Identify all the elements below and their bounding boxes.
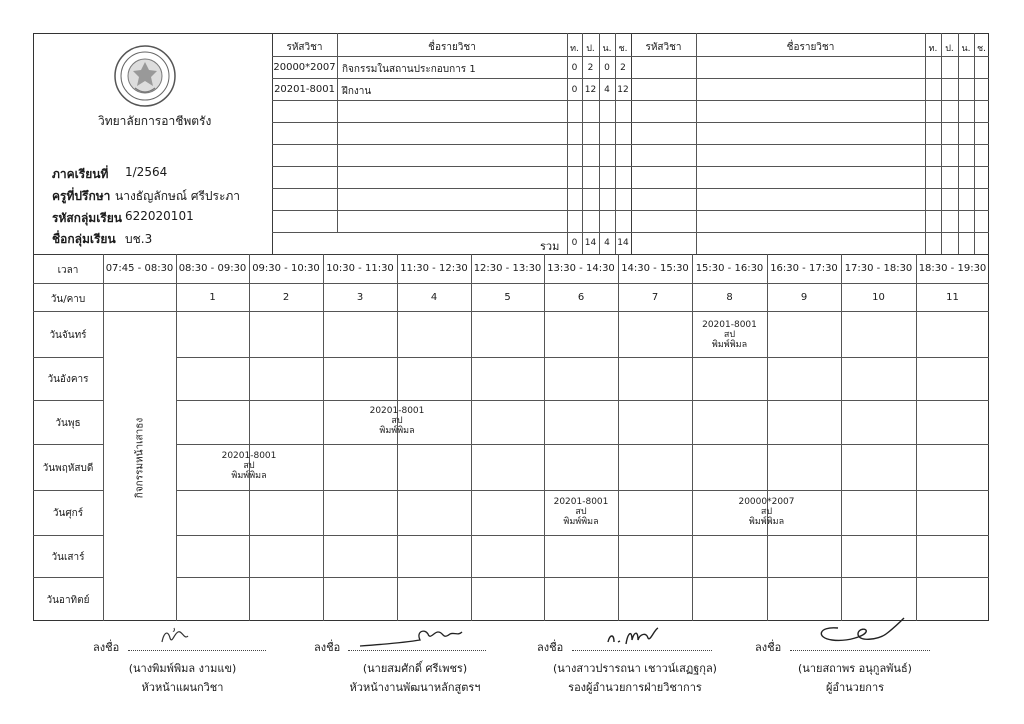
header-t-2: ท.	[928, 44, 938, 54]
period-number: 9	[800, 292, 808, 303]
subject-code: 20201-8001	[274, 84, 335, 95]
day-monday: วันจันทร์	[49, 330, 87, 341]
entry-code: 20201-8001	[369, 406, 425, 416]
day-sunday: วันอาทิตย์	[46, 595, 90, 606]
signatory-title: ผู้อำนวยการ	[825, 681, 885, 694]
group-code-label: รหัสกลุ่มเรียน	[52, 211, 122, 225]
header-code-2: รหัสวิชา	[645, 42, 682, 53]
day-wednesday: วันพุธ	[55, 418, 81, 429]
schedule-entry-friday	[544, 497, 618, 527]
handwritten-signature	[604, 624, 664, 654]
subject-p: 12	[584, 85, 597, 95]
entry-room: สป	[760, 507, 773, 517]
header-name-2: ชื่อรายวิชา	[786, 42, 835, 53]
semester-label: ภาคเรียนที่	[52, 167, 109, 181]
time-slot: 12:30 - 13:30	[473, 263, 542, 274]
entry-room: สป	[391, 416, 403, 426]
total-ch: 14	[617, 238, 629, 248]
period-number: 4	[430, 292, 438, 303]
header-ch: ช.	[618, 44, 628, 54]
entry-code: 20000*2007	[738, 497, 795, 507]
header-p: ป.	[586, 44, 595, 54]
subject-t: 0	[571, 85, 578, 95]
entry-teacher: พิมพ์พิมล	[231, 471, 267, 481]
signatory-name: (นายสมศักดิ์ ศรีเพชร)	[362, 662, 468, 675]
time-slot: 17:30 - 18:30	[844, 263, 913, 274]
day-saturday: วันเสาร์	[51, 552, 85, 563]
time-label: เวลา	[57, 265, 79, 276]
day-thursday: วันพฤหัสบดี	[42, 463, 94, 474]
entry-code: 20201-8001	[221, 451, 277, 461]
schedule-entry-friday-2	[729, 497, 804, 527]
time-slot: 09:30 - 10:30	[252, 263, 320, 274]
total-n: 4	[604, 238, 610, 248]
signature-prefix: ลงชื่อ	[93, 641, 120, 654]
entry-teacher: พิมพ์พิมล	[379, 426, 415, 436]
period-number: 1	[209, 292, 216, 303]
header-code: รหัสวิชา	[286, 42, 323, 53]
college-seal	[113, 44, 177, 108]
signature-line	[128, 650, 266, 651]
day-tuesday: วันอังคาร	[47, 374, 89, 385]
subject-t: 0	[571, 63, 578, 73]
signature-prefix: ลงชื่อ	[755, 641, 782, 654]
entry-room: สป	[575, 507, 587, 517]
group-name-value: บช.3	[125, 232, 153, 246]
time-slot: 07:45 - 08:30	[105, 263, 174, 274]
advisor-label: ครูที่ปรึกษา	[52, 189, 111, 203]
period-number: 2	[282, 292, 290, 303]
signatory-title: หัวหน้างานพัฒนาหลักสูตรฯ	[349, 681, 481, 694]
time-slot: 16:30 - 17:30	[770, 263, 838, 274]
schedule-entry-wednesday	[360, 406, 434, 436]
schedule-entry-monday	[692, 320, 767, 350]
header-name: ชื่อรายวิชา	[428, 42, 476, 53]
entry-code: 20201-8001	[553, 497, 609, 507]
total-p: 14	[584, 238, 597, 248]
period-label: วัน/คาบ	[50, 294, 86, 305]
header-n-2: น.	[961, 44, 971, 54]
group-code-value: 622020101	[125, 209, 194, 223]
period-number: 5	[504, 292, 511, 303]
subject-ch: 12	[617, 85, 629, 95]
group-name-label: ชื่อกลุ่มเรียน	[52, 232, 116, 246]
subject-ch: 2	[620, 63, 626, 73]
advisor-value: นางธัญลักษณ์ ศรีประภา	[115, 189, 241, 203]
signatory-name: (นางพิมพ์พิมล งามแข)	[128, 662, 237, 675]
time-slot: 11:30 - 12:30	[400, 263, 468, 274]
period-number: 3	[356, 292, 364, 303]
header-ch-2: ช.	[977, 44, 986, 54]
time-slot: 08:30 - 09:30	[178, 263, 247, 274]
subject-n: 4	[604, 85, 610, 95]
signature-prefix: ลงชื่อ	[537, 641, 564, 654]
period-number: 7	[651, 292, 659, 303]
time-slot: 15:30 - 16:30	[695, 263, 764, 274]
handwritten-signature	[158, 626, 192, 652]
school-name: วิทยาลัยการอาชีพตรัง	[98, 114, 212, 128]
time-slot: 14:30 - 15:30	[621, 263, 689, 274]
total-t: 0	[571, 238, 578, 248]
time-slot: 10:30 - 11:30	[326, 263, 394, 274]
period-number: 11	[946, 292, 959, 303]
signature-prefix: ลงชื่อ	[314, 641, 341, 654]
time-slot: 18:30 - 19:30	[918, 263, 987, 274]
subject-p: 2	[587, 63, 594, 73]
header-p-2: ป.	[945, 44, 954, 54]
entry-teacher: พิมพ์พิมล	[563, 517, 599, 527]
signatory-title: หัวหน้าแผนกวิชา	[141, 681, 224, 694]
entry-teacher: พิมพ์พิมล	[748, 517, 785, 527]
signatory-name: (นางสาวปรารถนา เชาวน์เสฏฐกุล)	[553, 662, 717, 675]
subject-code: 20000*2007	[273, 62, 336, 73]
schedule-entry-thursday	[212, 451, 286, 481]
entry-code: 20201-8001	[702, 320, 757, 330]
time-slot: 13:30 - 14:30	[547, 263, 615, 274]
period-number: 10	[872, 292, 885, 303]
signatory-title: รองผู้อำนวยการฝ่ายวิชาการ	[568, 681, 702, 694]
header-t: ท.	[570, 44, 579, 54]
subject-name: กิจกรรมในสถานประกอบการ 1	[342, 64, 476, 75]
entry-teacher: พิมพ์พิมล	[711, 340, 748, 350]
period-number: 6	[577, 292, 585, 303]
semester-value: 1/2564	[125, 165, 168, 179]
homeroom-activity-label: กิจกรรมหน้าเสาธง	[134, 417, 146, 499]
period-number: 8	[726, 292, 733, 303]
subject-n: 0	[604, 63, 610, 73]
entry-room: สป	[243, 461, 255, 471]
handwritten-signature	[358, 624, 468, 654]
subject-name: ฝึกงาน	[342, 86, 372, 97]
handwritten-signature	[808, 614, 908, 654]
total-label: รวม	[540, 240, 560, 253]
signatory-name: (นายสถาพร อนุกูลพันธ์)	[798, 662, 912, 675]
entry-room: สป	[723, 330, 736, 340]
header-n: น.	[602, 44, 612, 54]
day-friday: วันศุกร์	[52, 508, 84, 519]
